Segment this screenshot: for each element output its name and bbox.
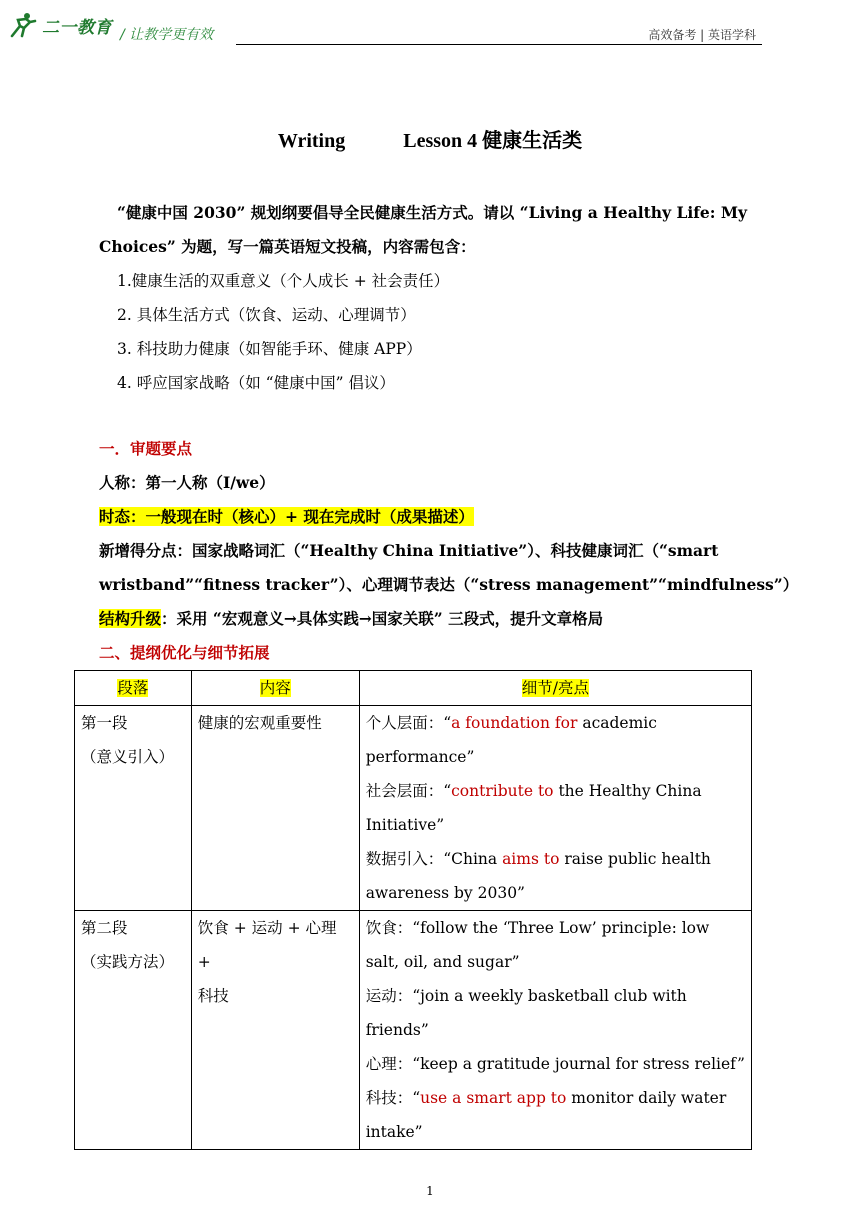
header-details: 细节/亮点 [359, 671, 751, 706]
runner-icon [8, 12, 38, 38]
section-2-heading: 二、提纲优化与细节拓展 [99, 643, 270, 662]
prompt-item-3: 3. 科技助力健康（如智能手环、健康 APP） [117, 340, 422, 358]
tense-note [99, 500, 474, 534]
header-content: 内容 [191, 671, 359, 706]
prompt-line-1: “健康中国 2030” 规划纲要倡导全民健康生活方式。请以 “Living a Healthy Life: My [117, 203, 748, 222]
row1-content: 健康的宏观重要性 [191, 706, 359, 911]
row1-paragraph: 第一段 （意义引入） [75, 706, 192, 911]
row1-details: 个人层面：“a foundation for academic performance” 社会层面：“contribute to the Healthy China Initiative” 数据引入：“China aims to raise public health awareness by 2030” [359, 706, 751, 911]
title-writing: Writing [277, 130, 346, 152]
section-1-heading: 一．审题要点 [99, 439, 193, 458]
points-line-1: 新增得分点：国家战略词汇（“Healthy China Initiative”）、科技健康词汇（“smart [99, 541, 719, 560]
page-header [0, 0, 860, 48]
brand-slogan: / 让教学更有效 [120, 27, 214, 43]
row2-content: 饮食 + 运动 + 心理 + 科技 [191, 911, 359, 1150]
structure-text: ：采用 “宏观意义→具体实践→国家关联” 三段式，提升文章格局 [161, 609, 604, 628]
tense-highlight: 时态：一般现在时（核心）+ 现在完成时（成果描述） [99, 507, 474, 526]
person-note: 人称：第一人称（I/we） [99, 473, 275, 492]
brand-name: 二一教育 [42, 17, 112, 38]
row2-paragraph: 第二段 （实践方法） [75, 911, 192, 1150]
prompt-item-4: 4. 呼应国家战略（如 “健康中国” 倡议） [117, 374, 395, 392]
table-row [75, 911, 752, 1150]
brand-logo [8, 12, 112, 38]
page-number: 1 [426, 1184, 434, 1198]
row2-details: 饮食：“follow the ‘Three Low’ principle: low salt, oil, and sugar” 运动：“join a weekly basketball club with friends” 心理：“keep a gratitude journal for stress relief” 科技：“use a smart app to monitor daily water intake” [359, 911, 751, 1150]
header-divider [236, 44, 762, 45]
prompt-item-2: 2. 具体生活方式（饮食、运动、心理调节） [117, 306, 416, 324]
table-row [75, 706, 752, 911]
structure-label: 结构升级 [99, 609, 162, 628]
prompt-line-2: Choices” 为题，写一篇英语短文投稿，内容需包含： [99, 237, 476, 256]
header-subject: 高效备考 | 英语学科 [648, 28, 756, 42]
table-header-row [75, 671, 752, 706]
structure-note [99, 602, 603, 636]
prompt-item-1: 1.健康生活的双重意义（个人成长 + 社会责任） [117, 272, 450, 290]
points-line-2: wristband”“fitness tracker”）、心理调节表达（“stress management”“mindfulness”） [99, 575, 799, 594]
page-title [0, 124, 860, 153]
title-lesson: Lesson 4 健康生活类 [403, 130, 583, 152]
outline-table [74, 670, 752, 1150]
header-paragraph: 段落 [75, 671, 192, 706]
